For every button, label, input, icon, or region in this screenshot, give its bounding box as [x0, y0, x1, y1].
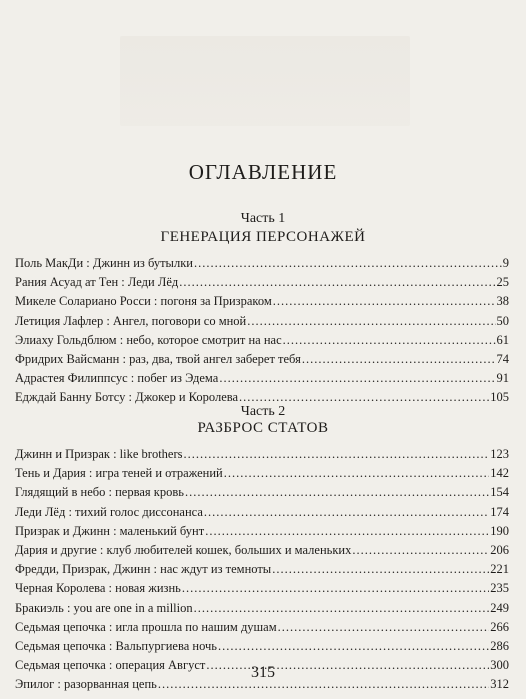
entry-page: 266 — [490, 619, 509, 634]
leader-dots — [194, 254, 502, 273]
entry-text: Черная Королева : новая жизнь — [15, 581, 181, 596]
leader-dots — [204, 503, 489, 522]
entry-text: Леди Лёд : тихий голос диссонанса — [15, 504, 203, 519]
part-1-title: ГЕНЕРАЦИЯ ПЕРСОНАЖЕЙ — [160, 229, 366, 245]
part-1-number: Часть 1 — [240, 211, 286, 226]
entry-text: Едждай Банну Ботсу : Джокер и Королева — [15, 390, 239, 405]
leader-dots — [205, 522, 489, 541]
entry-text: Джинн и Призрак : like brothers — [15, 447, 183, 461]
entry-text: Бракиэль : you are one in a million — [15, 600, 193, 615]
toc-entry[interactable] — [15, 445, 509, 464]
leader-dots — [182, 579, 489, 598]
toc-entry[interactable] — [15, 599, 509, 618]
leader-dots — [218, 637, 489, 656]
leader-dots — [179, 273, 495, 292]
entry-text: Рания Асуад ат Тен : Леди Лёд — [15, 275, 179, 290]
part-2-number: Часть 2 — [240, 404, 286, 419]
entry-text: Дария и другие : клуб любителей кошек, больших и маленьких — [15, 542, 352, 557]
toc-title: ОГЛАВЛЕНИЕ — [188, 160, 338, 184]
entry-text: Призрак и Джинн : маленький бунт — [15, 523, 205, 538]
entry-page: 235 — [490, 581, 509, 596]
toc-entry[interactable] — [15, 541, 509, 560]
part-2-title: РАЗБРОС СТАТОВ — [197, 420, 329, 436]
leader-dots — [247, 312, 495, 331]
entry-text: Седьмая цепочка : игла прошла по нашим душам — [15, 619, 277, 634]
entry-page: 174 — [490, 504, 509, 519]
entry-page: 190 — [490, 523, 509, 538]
page-number: 315 — [251, 664, 275, 681]
leader-dots — [278, 618, 490, 637]
toc-entry[interactable] — [15, 292, 509, 311]
entry-page: 221 — [490, 562, 509, 577]
toc-entry[interactable] — [15, 254, 509, 273]
part-2-entries — [15, 445, 509, 694]
entry-page: 74 — [496, 351, 509, 366]
toc-entry[interactable] — [15, 350, 509, 369]
entry-page: 286 — [490, 638, 509, 653]
entry-text: Глядящий в небо : первая кровь — [15, 485, 184, 500]
toc-entry[interactable] — [15, 560, 509, 579]
toc-entry[interactable] — [15, 369, 509, 388]
toc-entry[interactable] — [15, 618, 509, 637]
toc-entry[interactable] — [15, 331, 509, 350]
entry-page: 206 — [490, 542, 509, 557]
toc-entry[interactable] — [15, 637, 509, 656]
entry-page: 105 — [490, 390, 509, 405]
entry-text: Микеле Солариано Росси : погоня за Призраком — [15, 294, 272, 309]
entry-page: 50 — [496, 313, 509, 328]
toc-entry[interactable] — [15, 464, 509, 483]
toc-entry[interactable] — [15, 503, 509, 522]
entry-page: 249 — [490, 600, 509, 615]
toc-entry[interactable] — [15, 312, 509, 331]
show-through-shadow — [120, 36, 410, 126]
leader-dots — [219, 369, 495, 388]
entry-text: Адрастея Филиппсус : побег из Эдема — [15, 371, 219, 386]
entry-page: 25 — [496, 275, 509, 290]
toc-entry[interactable] — [15, 579, 509, 598]
entry-page: 300 — [490, 658, 509, 673]
entry-page: 312 — [490, 677, 509, 692]
leader-dots — [283, 331, 496, 350]
entry-text: Тень и Дария : игра теней и отражений — [15, 466, 223, 481]
toc-entry[interactable] — [15, 273, 509, 292]
leader-dots — [184, 445, 490, 464]
leader-dots — [194, 599, 490, 618]
entry-text: Эпилог : разорванная цепь — [15, 677, 157, 692]
entry-text: Поль МакДи : Джинн из бутылки — [15, 256, 193, 270]
entry-text: Седьмая цепочка : операция Август — [15, 658, 206, 673]
toc-entry[interactable] — [15, 483, 509, 502]
entry-page: 123 — [490, 447, 509, 461]
leader-dots — [273, 292, 496, 311]
entry-text: Летиция Лафлер : Ангел, поговори со мной — [15, 313, 247, 328]
entry-text: Элиаху Гольдблюм : небо, которое смотрит на нас — [15, 332, 282, 347]
entry-page: 154 — [490, 485, 509, 500]
entry-text: Фридрих Вайсманн : раз, два, твой ангел заберет тебя — [15, 351, 301, 366]
entry-text: Фредди, Призрак, Джинн : нас ждут из темноты — [15, 562, 272, 577]
entry-text: Седьмая цепочка : Вальпургиева ночь — [15, 638, 217, 653]
entry-page: 91 — [496, 371, 509, 386]
entry-page: 9 — [502, 256, 509, 270]
toc-entry[interactable] — [15, 522, 509, 541]
entry-page: 38 — [496, 294, 509, 309]
leader-dots — [224, 464, 490, 483]
leader-dots — [352, 541, 489, 560]
leader-dots — [302, 350, 496, 369]
leader-dots — [185, 483, 489, 502]
leader-dots — [272, 560, 489, 579]
part-1-entries — [15, 254, 509, 408]
entry-page: 61 — [496, 332, 509, 347]
entry-page: 142 — [490, 466, 509, 481]
